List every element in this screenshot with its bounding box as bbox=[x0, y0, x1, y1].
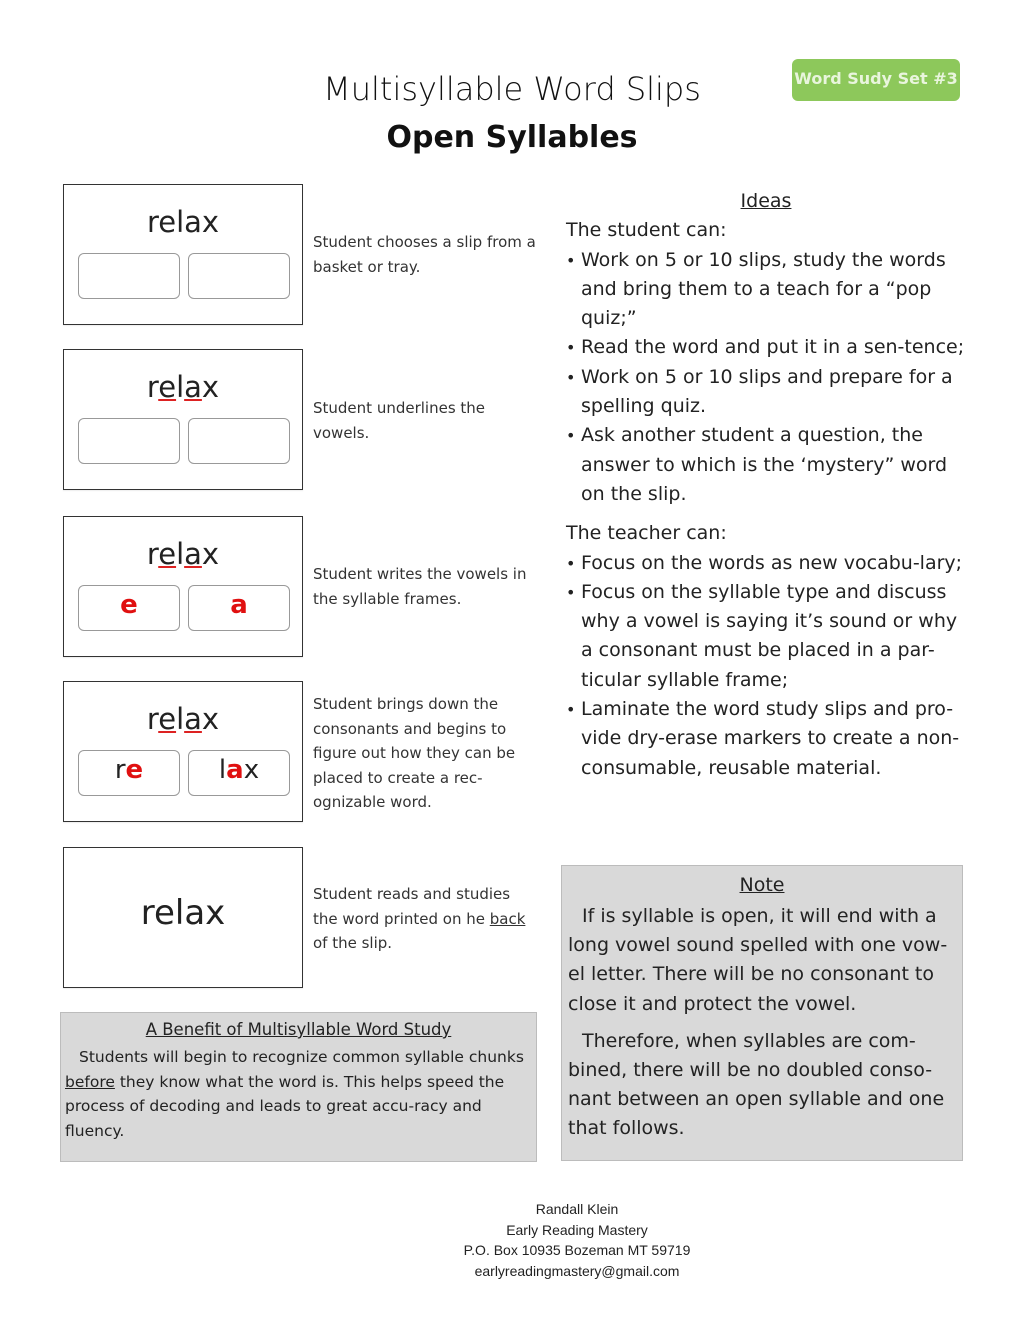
ideas-section bbox=[566, 187, 966, 783]
syllable-frame-left bbox=[78, 253, 180, 299]
frame-syllable-lax: lax bbox=[218, 755, 260, 785]
underlined-vowel-a: a bbox=[184, 370, 202, 404]
syllable-frame-right bbox=[188, 750, 290, 796]
list-item: • Laminate the word study slips and pro-vide dry-erase markers to create a non-consumable, reusable material. bbox=[566, 695, 966, 783]
organization: Early Reading Mastery bbox=[506, 1221, 648, 1238]
footer bbox=[0, 1199, 1024, 1281]
address: P.O. Box 10935 Bozeman MT 59719 bbox=[463, 1242, 691, 1258]
page-title: Multisyllable Word Slips bbox=[323, 70, 701, 108]
set-badge: Word Sudy Set #3 bbox=[792, 59, 960, 101]
slip-word-back: relax bbox=[140, 893, 226, 933]
student-intro: The student can: bbox=[566, 219, 727, 242]
frame-vowel-e: e bbox=[120, 590, 138, 620]
benefit-heading: A Benefit of Multisyllable Word Study bbox=[145, 1020, 452, 1039]
frame-syllable-re: re bbox=[114, 755, 144, 785]
list-item: • Focus on the words as new vocabu-lary; bbox=[566, 549, 966, 578]
word-slip-5 bbox=[63, 847, 303, 988]
syllable-frame-right bbox=[188, 585, 290, 631]
syllable-frame-left bbox=[78, 750, 180, 796]
underlined-vowel-e: e bbox=[158, 370, 177, 404]
slip-caption-4: Student brings down the consonants and begins to figure out how they can be placed to create a rec-ognizable word. bbox=[313, 695, 516, 811]
slip-caption-2: Student underlines the vowels. bbox=[313, 399, 486, 442]
syllable-frame-right bbox=[188, 418, 290, 464]
slip-word-underlined: relax bbox=[146, 370, 220, 404]
teacher-list bbox=[566, 549, 966, 783]
syllable-frame-left bbox=[78, 418, 180, 464]
teacher-intro: The teacher can: bbox=[566, 522, 727, 545]
syllable-frame-left bbox=[78, 585, 180, 631]
benefit-text: Students will begin to recognize common syllable chunks before they know what the word is. This helps speed the process of decoding and leads to great accu-racy and fluency. bbox=[65, 1048, 524, 1140]
ideas-heading: Ideas bbox=[740, 190, 792, 212]
benefit-box bbox=[60, 1012, 537, 1162]
list-item: • Read the word and put it in a sen-tence; bbox=[566, 333, 966, 362]
frame-vowel-a: a bbox=[230, 590, 248, 620]
note-box bbox=[561, 865, 963, 1161]
student-list bbox=[566, 246, 966, 510]
slip-caption-3: Student writes the vowels in the syllable frames. bbox=[313, 565, 527, 608]
slip-caption-5: Student reads and studies the word printed on he back of the slip. bbox=[313, 885, 526, 952]
list-item: • Focus on the syllable type and discuss why a vowel is saying it’s sound or why a consonant must be placed in a par-ticular syllable frame; bbox=[566, 578, 966, 695]
slip-word-underlined: relax bbox=[146, 537, 220, 571]
word-slip-2 bbox=[63, 349, 303, 490]
word-slip-3 bbox=[63, 516, 303, 657]
syllable-frame-right bbox=[188, 253, 290, 299]
slip-caption-1: Student chooses a slip from a basket or tray. bbox=[313, 233, 536, 276]
list-item: • Ask another student a question, the answer to which is the ‘mystery” word on the slip. bbox=[566, 421, 966, 509]
note-heading: Note bbox=[739, 874, 785, 896]
slip-word-underlined: relax bbox=[146, 702, 220, 736]
list-item: • Work on 5 or 10 slips, study the words and bring them to a teach for a “pop quiz;” bbox=[566, 246, 966, 334]
list-item: • Work on 5 or 10 slips and prepare for a spelling quiz. bbox=[566, 363, 966, 422]
page-subtitle: Open Syllables bbox=[386, 120, 638, 155]
word-slip-4 bbox=[63, 681, 303, 822]
author-name: Randall Klein bbox=[535, 1201, 619, 1217]
email: earlyreadingmastery@gmail.com bbox=[474, 1262, 680, 1279]
word-slip-1 bbox=[63, 184, 303, 325]
note-paragraph-1: If is syllable is open, it will end with a long vowel sound spelled with one vow-el letter. There will be no consonant to close it and protect the vowel. bbox=[568, 905, 948, 1015]
note-paragraph-2: Therefore, when syllables are com-bined, there will be no doubled conso-nant between an open syllable and one that follows. bbox=[568, 1029, 945, 1140]
slip-word: relax bbox=[146, 205, 220, 239]
